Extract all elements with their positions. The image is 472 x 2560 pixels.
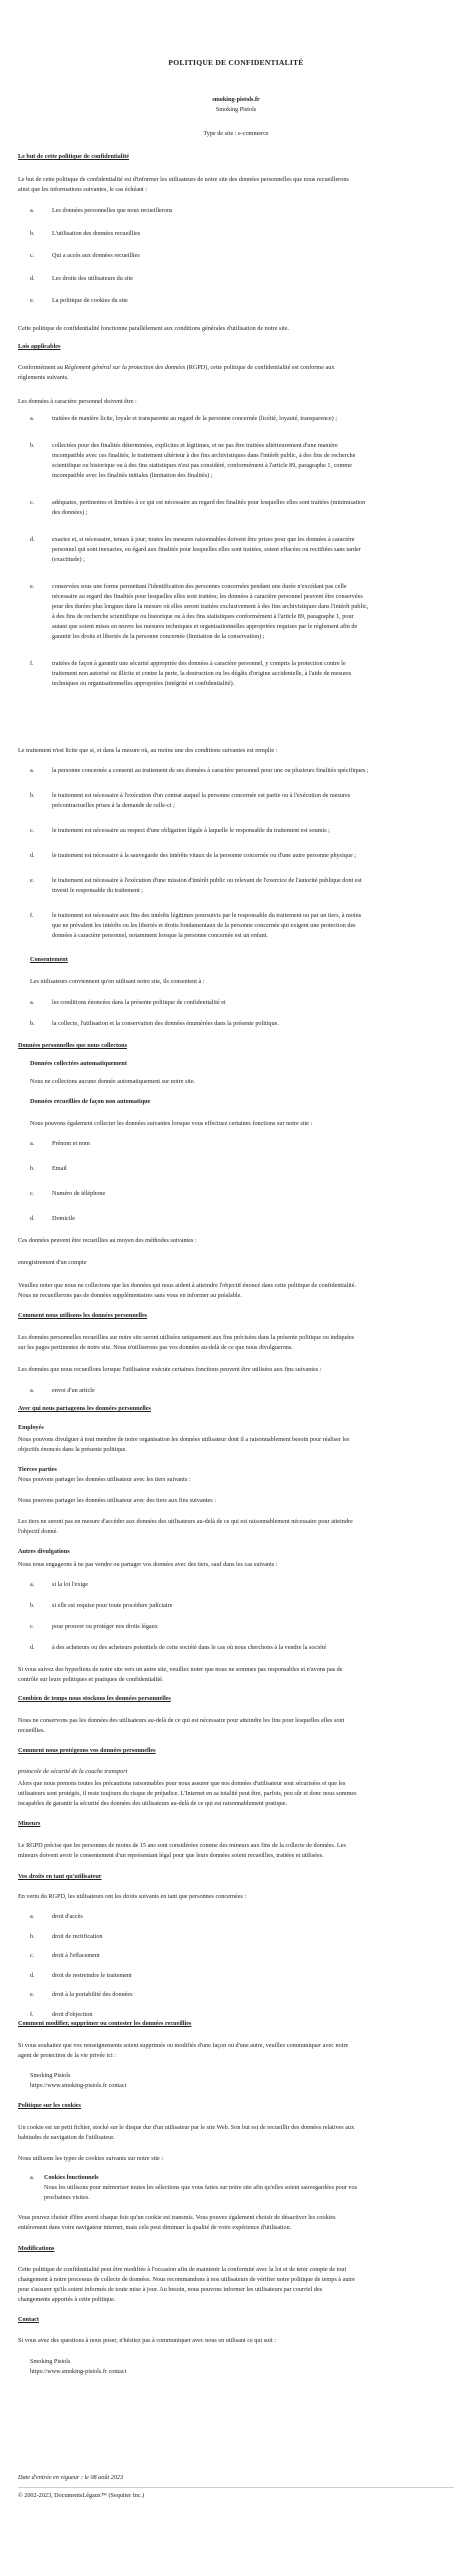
cookies-p3: Nous utilisons les types de cookies suivants sur notre site : (18, 2155, 164, 2162)
section-heading-laws: Lois applicables (18, 343, 61, 350)
laws-list-item-text: conservées sous une forme permettant l'identification des personnes concernées pendant une durée n'excédant pas celle (52, 583, 347, 590)
laws-p2: Les données à caractère personnel doivent être : (18, 398, 137, 405)
rights-item-marker: a. (30, 1913, 35, 1920)
collected-manual-heading: Données recueillies de façon non automatique (30, 1098, 151, 1105)
laws-list-item-marker: d. (30, 536, 35, 543)
changes-p4: changements apportés à cette politique. (18, 2296, 116, 2303)
section-heading-contact: Contact (18, 2316, 39, 2323)
collected-item-marker: c. (30, 1190, 35, 1197)
collected-auto-text: Nous ne collectons aucune donnée automatiquement sur notre site. (30, 1078, 196, 1085)
condition-item-text: précontractuelles prises à la demande de celle-ci ; (52, 802, 175, 809)
protection-p4: incapables de garantir la sécurité des données des utilisateurs au-delà de ce qui est raisonnablement pratique. (18, 1800, 288, 1807)
condition-item-text: le traitement est nécessaire au respect d'une obligation légale à laquelle le responsable du traitement est soumis ; (52, 827, 330, 834)
sharing-links-line-1: Si vous suivez des hyperliens de notre site vers un autre site, veuillez noter que nous ne sommes pas responsables et n'avons pas de (18, 1666, 343, 1673)
changes-p2: changement à notre processus de collecte de données. Nous recommandons à nos utilisateurs de vérifier notre politique de temps à autre (18, 2276, 355, 2283)
condition-item-text: investi le responsable du traitement ; (52, 887, 143, 894)
condition-item-marker: e. (30, 877, 35, 884)
consent-intro: Les utilisateurs conviennent qu'en utilisant notre site, ils consentent à : (30, 978, 205, 985)
condition-item-text: que ne prévalent les intérêts ou les libertés et droits fondamentaux de la personne concernée qui exigent une protection des (52, 922, 356, 929)
copyright: © 2002-2023, DocumentsLégaux™ (Sequiter Inc.) (18, 2492, 145, 2499)
rights-item-text: droit de rectification (52, 1932, 103, 1940)
collected-item-text: Numéro de téléphone (52, 1190, 106, 1197)
sharing-third-line-1: Nous pouvons partager les données utilisateur avec les tiers suivants : (18, 1476, 191, 1483)
purpose-list-item-text: Qui a accès aux données recueillies (52, 252, 140, 259)
minors-p1: Le RGPD précise que les personnes de moins de 15 ans sont considérées comme des mineurs aux fins de la collecte de données. Les (18, 1842, 346, 1849)
laws-list-item-text: personnel qui sont inexactes, eu égard aux finalités pour lesquelles elles sont traitées, soient effacées ou rectifiées sans tarder (52, 546, 361, 553)
sharing-third-heading: Tierces parties (18, 1466, 57, 1473)
laws-list-item-text: autant que soient mises en œuvre les mesures techniques et organisationnelles appropriées requises par le règlement afin de (52, 623, 358, 630)
usage-p2: sur les pages pertinentes de notre site. Nous n'utiliserons pas vos données au-delà de ce que nous divulguerons. (18, 1344, 293, 1351)
cookies-item-title: Cookies fonctionnels (44, 2174, 99, 2181)
rights-item-marker: b. (30, 1932, 35, 1940)
condition-item-text: la personne concernée a consenti au traitement de ses données à caractère personnel pour une ou plusieurs finalités spécifiques ; (52, 767, 369, 774)
cookies-p4: Vous pouvez choisir d'être averti chaque fois qu'un cookie est transmis. Vous pouvez également choisir de désactiver les cookies (18, 2214, 336, 2221)
section-heading-cookies: Politique sur les cookies (18, 2102, 81, 2109)
collected-p4: Nous ne recueillerons pas de données supplémentaires sans vous en informer au préalable. (18, 1292, 242, 1299)
consent-item-text: la collecte, l'utilisation et la conservation des données énumérées dans la présente politique. (52, 1020, 279, 1027)
rights-item-marker: c. (30, 1952, 35, 1959)
cookies-item-line-1: Nous les utilisons pour mémoriser toutes les sélections que vous faites sur notre site afin qu'elles soient sauvegardées pour vos (44, 2184, 358, 2191)
purpose-list-item-marker: c. (30, 252, 35, 259)
collected-item-text: Domicile (52, 1215, 76, 1222)
sharing-employees-heading: Employés (18, 1424, 44, 1431)
section-heading-modify: Comment modifier, supprimer ou contester les données recueillies (18, 2020, 192, 2027)
protection-p3: utilisateurs sont protégés, il reste toujours du risque de préjudice. L'Internet en sa totalité peut être, parfois, peu sûr et donc nous sommes (18, 1790, 357, 1797)
condition-item-marker: f. (30, 912, 34, 919)
other-disclosure-item-text: si elle est requise pour toute procédure judiciaire (52, 1602, 173, 1609)
laws-list-item-text: incompatible avec ces finalités; le traitement ultérieur à des fins archivistiques dans l'intérêt public, à des fins de recherche (52, 452, 356, 459)
sharing-links-line-2: contrôle sur leurs politiques et pratiques de confidentialité. (18, 1676, 164, 1683)
collected-auto-heading: Données collectées automatiquement (30, 1060, 127, 1067)
laws-list-item-text: traitement non autorisé ou illicite et contre la perte, la destruction ou les dégâts d'origine accidentelle, à l'aide de mesures (52, 670, 352, 677)
laws-list-item-text: collectées pour des finalités déterminées, explicites et légitimes, et ne pas être traitées ultérieurement d'une manière (52, 442, 338, 449)
other-disclosure-item-text: à des acheteurs ou des acheteurs potentiels de cette société dans le cas où nous cherchons à la vendre la société (52, 1644, 327, 1651)
section-heading-sharing: Avec qui nous partageons les données personnelles (18, 1405, 151, 1412)
usage-item-marker: a. (30, 1387, 35, 1394)
site-type: Type de site : e-commerce (203, 130, 269, 137)
purpose-outro: Cette politique de confidentialité fonctionne parallèlement aux conditions générales d'utilisation de notre site. (18, 325, 290, 332)
page-title: POLITIQUE DE CONFIDENTIALITÉ (168, 58, 304, 67)
condition-item-text: le traitement est nécessaire aux fins des intérêts légitimes poursuivis par le responsable du traitement ou par un tiers, à moins (52, 912, 362, 919)
site-domain: smoking-pistols.fr (212, 96, 260, 103)
section-heading-minors: Mineurs (18, 1820, 41, 1827)
section-heading-collected: Données personnelles que nous collectons (18, 1042, 127, 1049)
collected-item-marker: d. (30, 1215, 35, 1222)
purpose-intro-line-1: Le but de cette politique de confidentialité est d'informer les utilisateurs de notre site des données personnelles que nous recueillerons (18, 176, 349, 183)
laws-list-item-text: pour des durées plus longues dans la mesure où elles seront traitées exclusivement à des fins archivistiques dans l'intérêt public, (52, 603, 369, 610)
laws-list-item-text: traitées de manière licite, loyale et transparente au regard de la personne concernée (licéité, loyauté, transparence) ; (52, 415, 337, 422)
modify-contact-link[interactable]: https://www.smoking-pistols.fr contact (30, 2082, 127, 2089)
footer-divider (18, 2487, 454, 2488)
laws-list-item-text: exactes et, si nécessaire, tenues à jour; toutes les mesures raisonnables doivent être prises pour que les données à caractère (52, 536, 355, 543)
laws-list-item-text: garantir les droits et libertés de la personne concernée (limitation de la conservation) ; (52, 633, 265, 640)
condition-item-text: données à caractère personnel, notamment lorsque la personne concernée est un enfant. (52, 932, 268, 939)
other-disclosure-item-marker: b. (30, 1602, 35, 1609)
purpose-list-item-marker: d. (30, 274, 35, 282)
laws-list-item-text: incompatible avec les finalités initiales (limitation des finalités) ; (52, 472, 213, 479)
rights-item-text: droit d'objection (52, 2010, 93, 2018)
laws-list-item-marker: b. (30, 442, 35, 449)
collected-p2: enregistrement d'un compte (18, 1259, 87, 1266)
contact-p1: Si vous avez des questions à nous poser, n'hésitez pas à communiquer avec nous en utilisant ce qui suit : (18, 2337, 276, 2344)
sharing-employees-line-2: objectifs énoncés dans la présente politique. (18, 1446, 127, 1453)
other-disclosure-item-marker: c. (30, 1623, 35, 1630)
sharing-third-line-2: Nous pouvons partager les données utilisateur avec des tiers aux fins suivantes : (18, 1497, 216, 1504)
section-heading-consent: Consentement (30, 956, 68, 963)
sharing-third-line-4: l'objectif donné. (18, 1528, 58, 1535)
cookies-item-line-2: prochaines visites. (44, 2194, 90, 2201)
laws-list-item-text: nécessaire au regard des finalités pour lesquelles elles sont traitées; les données à caractère personnel peuvent être conservées (52, 593, 363, 600)
usage-item-text: envoi d'un article (52, 1387, 95, 1394)
purpose-list-item-marker: e. (30, 297, 35, 304)
laws-p1-c: (RGPD), cette politique de confidentialité est conforme aux (186, 364, 335, 371)
collected-item-marker: b. (30, 1165, 35, 1172)
other-disclosure-item-text: si la loi l'exige (52, 1581, 88, 1588)
condition-item-marker: c. (30, 827, 35, 834)
collected-manual-intro: Nous pouvons également collecter les données suivantes lorsque vous effectuez certaines fonctions sur notre site : (30, 1120, 313, 1127)
purpose-list-item-text: Les droits des utilisateurs du site (52, 274, 133, 282)
rights-item-text: droit à l'effacement (52, 1952, 100, 1959)
protection-p2: Alors que nous prenons toutes les précautions raisonnables pour nous assurer que nos données d'utilisateur sont sécurisées et que les (18, 1780, 346, 1787)
other-disclosure-item-marker: a. (30, 1581, 35, 1588)
modify-p1: Si vous souhaitez que vos renseignements soient supprimés ou modifiés d'une façon ou d'une autre, veuillez communiquer avec notre (18, 2042, 349, 2049)
purpose-list-item-text: L'utilisation des données recueillies (52, 229, 141, 237)
changes-p3: pour s'assurer qu'ils soient informés de toute mise à jour. Au besoin, nous pouvons informer les utilisateurs par courriel des (18, 2286, 323, 2293)
purpose-list-item-marker: b. (30, 229, 35, 237)
cookies-p1: Un cookie est un petit fichier, stocké sur le disque dur d'un utilisateur par le site Web. Son but est de recueillir des données relatives aux (18, 2124, 355, 2131)
consent-item-marker: b. (30, 1020, 35, 1027)
condition-item-marker: b. (30, 792, 35, 799)
other-disclosure-item-text: pour prouver ou protéger nos droits légaux (52, 1623, 158, 1630)
collected-item-marker: a. (30, 1140, 35, 1147)
purpose-intro-line-2: ainsi que les informations suivantes, le cas échéant : (18, 186, 148, 193)
laws-p1-line-2: règlements suivants. (18, 374, 69, 381)
purpose-list-item-text: Les données personnelles que nous recueillerons (52, 207, 173, 214)
section-heading-protection: Comment nous protégeons vos données personnelles (18, 1747, 156, 1754)
laws-list-item-text: traitées de façon à garantir une sécurité appropriée des données à caractère personnel, y compris la protection contre le (52, 660, 346, 667)
laws-list-item-text: à des fins de recherche scientifique ou historique ou à des fins statistiques conformément à l'article 89, paragraphe 1, pour (52, 613, 354, 620)
section-heading-changes: Modifications (18, 2245, 55, 2252)
collected-item-text: Prénom et nom (52, 1140, 90, 1147)
changes-p1: Cette politique de confidentialité peut être modifiée à l'occasion afin de maintenir la conformité avec la loi et de tenir compte de tout (18, 2266, 347, 2273)
retention-p2: recueillies. (18, 1727, 45, 1734)
company-name: Smoking Pistols (215, 106, 257, 113)
laws-p3: Le traitement n'est licite que si, et dans la mesure où, au moins une des conditions suivantes est remplie : (18, 747, 278, 754)
rights-item-marker: d. (30, 1971, 35, 1979)
collected-item-text: Email (52, 1165, 67, 1172)
other-disclosure-item-marker: d. (30, 1644, 35, 1651)
laws-list-item-marker: c. (30, 499, 35, 506)
laws-list-item-text: des données) ; (52, 509, 88, 516)
condition-item-text: le traitement est nécessaire à l'exécution d'une mission d'intérêt public ou relevant de l'exercice de l'autorité publique dont est (52, 877, 362, 884)
rights-item-text: droit d'accès (52, 1913, 83, 1920)
laws-list-item-text: scientifique ou historique ou à des fins statistiques n'est pas considéré, conformément à l'article 89, paragraphe 1, comme (52, 462, 352, 469)
condition-item-marker: a. (30, 767, 35, 774)
cookies-item-marker: a. (30, 2174, 35, 2181)
laws-p1-b: Règlement général sur la protection des données (64, 364, 186, 371)
usage-p1: Les données personnelles recueillies sur notre site seront utilisées uniquement aux fins précisées dans la présente politique ou indiquées (18, 1334, 355, 1341)
purpose-list-item-marker: a. (30, 207, 35, 214)
protection-p1: protocole de sécurité de la couche transport (18, 1768, 128, 1775)
laws-list-item-marker: f. (30, 660, 34, 667)
rights-item-text: droit à la portabilité des données (52, 1991, 133, 1998)
sharing-other-heading: Autres divulgations (18, 1548, 70, 1555)
laws-list-item-text: techniques ou organisationnelles appropriées (intégrité et confidentialité). (52, 680, 235, 687)
rights-item-marker: e. (30, 1991, 35, 1998)
rights-item-marker: f. (30, 2010, 34, 2018)
laws-list-item-marker: a. (30, 415, 35, 422)
section-heading-retention: Combien de temps nous stockons les données personnelles (18, 1695, 171, 1702)
laws-list-item-text: (exactitude) ; (52, 556, 85, 563)
sharing-third-line-3: Les tiers ne seront pas en mesure d'accéder aux données des utilisateurs au-delà de ce qui est raisonnablement nécessaire pour atteindre (18, 1518, 353, 1525)
sharing-other-intro: Nous nous engageons à ne pas vendre ou partager vos données avec des tiers, sauf dans les cas suivants : (18, 1561, 278, 1568)
laws-p1-line-1 (18, 364, 334, 371)
collected-p1: Ces données peuvent être recueillies au moyen des méthodes suivantes : (18, 1237, 197, 1244)
modify-p2: agent de protection de la vie privée ici : (18, 2052, 116, 2059)
sharing-employees-line-1: Nous pouvons divulguer à tout membre de notre organisation les données utilisateur dont il a raisonnablement besoin pour réaliser les (18, 1436, 350, 1443)
condition-item-marker: d. (30, 852, 35, 859)
consent-item-marker: a. (30, 999, 35, 1006)
section-heading-usage: Comment nous utilisons les données personnelles (18, 1312, 148, 1319)
contact-link[interactable]: https://www.smoking-pistols.fr contact (30, 2368, 127, 2375)
condition-item-text: le traitement est nécessaire à la sauvegarde des intérêts vitaux de la personne concernée ou d'une autre personne physique ; (52, 852, 357, 859)
section-heading-rights: Vos droits en tant qu'utilisateur (18, 1873, 102, 1880)
cookies-p5: entièrement dans votre navigateur internet, mais cela peut diminuer la qualité de votre expérience d'utilisation. (18, 2224, 292, 2231)
laws-p1-a: Conformément au (18, 364, 63, 371)
collected-p3: Veuillez noter que nous ne collectons que les données qui nous aident à atteindre l'objectif énoncé dans cette politique de confidentialité. (18, 1282, 357, 1289)
effective-date: Date d'entrée en vigueur : le 08 août 2023 (18, 2474, 124, 2481)
condition-item-text: le traitement est nécessaire à l'exécution d'un contrat auquel la personne concernée est partie ou à l'exécution de mesures (52, 792, 351, 799)
purpose-list-item-text: La politique de cookies du site (52, 297, 128, 304)
section-heading-purpose: Le but de cette politique de confidentialité (18, 153, 130, 160)
contact-name: Smoking Pistols (30, 2358, 71, 2365)
rights-item-text: droit de restreindre le traitement (52, 1971, 132, 1979)
cookies-p2: habitudes de navigation de l'utilisateur. (18, 2134, 115, 2141)
rights-intro: En vertu du RGPD, les utilisateurs ont les droits suivants en tant que personnes concernées : (18, 1893, 247, 1900)
retention-p1: Nous ne conservons pas les données des utilisateurs au-delà de ce qui est nécessaire pour atteindre les fins pour lesquelles elles sont (18, 1717, 345, 1724)
laws-list-item-text: adéquates, pertinentes et limitées à ce qui est nécessaire au regard des finalités pour lesquelles elles sont traitées (minimisation (52, 499, 366, 506)
consent-item-text: les conditions énoncées dans la présente politique de confidentialité et (52, 999, 226, 1006)
laws-list-item-marker: e. (30, 583, 35, 590)
minors-p2: mineurs doivent avoir le consentement d'un représentant légal pour que leurs données soient recueillies, traitées et utilisées. (18, 1852, 324, 1859)
usage-p3: Les données que nous recueillons lorsque l'utilisateur exécute certaines fonctions peuvent être utilisées aux fins suivantes : (18, 1366, 322, 1373)
modify-contact-name: Smoking Pistols (30, 2072, 71, 2079)
